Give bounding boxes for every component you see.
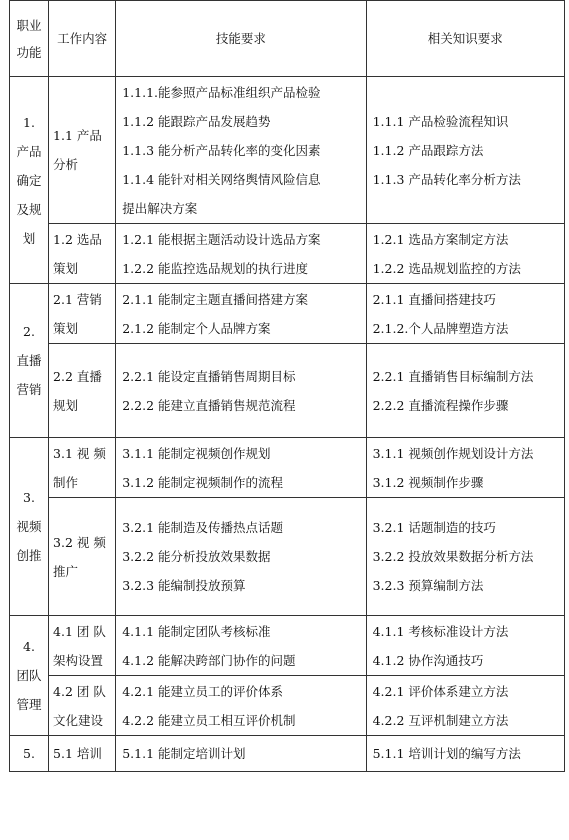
knowledge-cell	[366, 224, 564, 284]
skill-item: 2.1.2 能制定个人品牌方案	[122, 320, 271, 336]
work-content-line: 制作	[53, 474, 79, 490]
header-knowledge: 相关知识要求	[366, 1, 564, 77]
knowledge-item: 3.1.2 视频制作步骤	[372, 474, 484, 490]
skill-cell	[116, 676, 366, 736]
knowledge-item: 4.2.1 评价体系建立方法	[372, 683, 509, 699]
work-content-line: 文化建设	[53, 712, 104, 728]
header-function-line1: 职业	[16, 17, 42, 33]
knowledge-item: 1.1.3 产品转化率分析方法	[372, 171, 521, 187]
work-content-cell	[49, 344, 116, 438]
knowledge-item: 3.2.2 投放效果数据分析方法	[372, 549, 534, 564]
work-content-line: 分析	[53, 157, 79, 172]
knowledge-item: 3.2.1 话题制造的技巧	[372, 520, 496, 535]
skills-table-page	[9, 0, 565, 834]
function-line: 视频	[16, 519, 42, 534]
function-cell	[10, 616, 49, 736]
work-content-line: 规划	[53, 397, 79, 413]
work-content-line: 5.1 培训	[53, 746, 102, 761]
table-row	[10, 736, 565, 772]
table-row	[10, 77, 565, 224]
header-function-line2: 功能	[16, 44, 42, 60]
skill-cell	[116, 77, 366, 224]
skill-item: 4.2.1 能建立员工的评价体系	[122, 683, 283, 699]
header-work: 工作内容	[49, 1, 116, 77]
knowledge-cell	[366, 736, 564, 772]
work-content-line: 4.1 团 队	[53, 623, 106, 639]
knowledge-item: 1.2.1 选品方案制定方法	[372, 231, 509, 247]
knowledge-item: 4.1.2 协作沟通技巧	[372, 652, 484, 668]
table-row	[10, 224, 565, 284]
table-row	[10, 676, 565, 736]
knowledge-cell	[366, 438, 564, 498]
skill-item: 3.2.3 能编制投放预算	[122, 578, 246, 593]
skill-item: 2.2.1 能设定直播销售周期目标	[122, 368, 296, 384]
function-line: 2.	[23, 324, 35, 339]
function-line: 团队	[16, 668, 42, 683]
work-content-line: 策划	[53, 260, 79, 276]
skill-item: 1.1.1.能参照产品标准组织产品检验	[122, 84, 321, 100]
knowledge-item: 5.1.1 培训计划的编写方法	[372, 746, 521, 761]
table-row	[10, 344, 565, 438]
knowledge-cell	[366, 498, 564, 616]
knowledge-item: 1.1.2 产品跟踪方法	[372, 142, 484, 158]
skill-cell	[116, 498, 366, 616]
table-body	[10, 77, 565, 772]
skill-item: 1.1.3 能分析产品转化率的变化因素	[122, 142, 321, 158]
table-row	[10, 438, 565, 498]
knowledge-item: 2.1.1 直播间搭建技巧	[372, 291, 496, 307]
function-line: 创推	[16, 548, 42, 563]
knowledge-item: 2.2.2 直播流程操作步骤	[372, 397, 509, 413]
work-content-cell	[49, 224, 116, 284]
function-cell	[10, 77, 49, 284]
work-content-cell	[49, 676, 116, 736]
skill-item: 1.1.2 能跟踪产品发展趋势	[122, 113, 271, 129]
function-line: 管理	[16, 697, 42, 712]
function-line: 4.	[23, 639, 35, 654]
work-content-line: 架构设置	[53, 652, 104, 668]
knowledge-item: 1.2.2 选品规划监控的方法	[372, 260, 521, 276]
knowledge-item: 1.1.1 产品检验流程知识	[372, 113, 509, 129]
header-function	[10, 1, 49, 77]
skill-cell	[116, 344, 366, 438]
work-content-line: 3.1 视 频	[53, 445, 106, 461]
work-content-line: 4.2 团 队	[53, 683, 106, 699]
knowledge-cell	[366, 77, 564, 224]
work-content-line: 推广	[53, 563, 79, 579]
skill-item: 3.2.1 能制造及传播热点话题	[122, 520, 283, 535]
knowledge-cell	[366, 676, 564, 736]
skill-cell	[116, 438, 366, 498]
skill-cell	[116, 736, 366, 772]
knowledge-item: 4.2.2 互评机制建立方法	[372, 712, 509, 728]
work-content-cell	[49, 77, 116, 224]
skill-cell	[116, 284, 366, 344]
work-content-line: 1.2 选品	[53, 231, 102, 247]
work-content-cell	[49, 438, 116, 498]
function-line: 划	[22, 230, 36, 246]
function-line: 1.	[23, 114, 35, 130]
function-cell	[10, 284, 49, 438]
work-content-line: 2.1 营销	[53, 291, 102, 307]
work-content-line: 2.2 直播	[53, 368, 102, 384]
skill-item: 3.1.2 能制定视频制作的流程	[122, 474, 283, 490]
skill-item: 1.1.4 能针对相关网络舆情风险信息	[122, 171, 321, 187]
function-line: 营销	[16, 382, 42, 397]
header-row	[10, 1, 565, 77]
table-row	[10, 616, 565, 676]
skill-item: 5.1.1 能制定培训计划	[122, 746, 246, 761]
knowledge-item: 3.1.1 视频创作规划设计方法	[372, 445, 534, 461]
table-row	[10, 284, 565, 344]
work-content-line: 策划	[53, 320, 79, 336]
skill-item: 提出解决方案	[122, 200, 198, 216]
skill-item: 4.1.2 能解决跨部门协作的问题	[122, 652, 296, 668]
skill-item: 2.2.2 能建立直播销售规范流程	[122, 397, 296, 413]
knowledge-cell	[366, 344, 564, 438]
work-content-cell	[49, 736, 116, 772]
skill-item: 4.1.1 能制定团队考核标准	[122, 623, 271, 639]
function-line: 3.	[23, 490, 35, 505]
function-line: 确定	[16, 172, 42, 188]
skill-item: 1.2.1 能根据主题活动设计选品方案	[122, 231, 321, 247]
skill-cell	[116, 616, 366, 676]
table-row	[10, 498, 565, 616]
function-line: 及规	[16, 201, 42, 217]
skill-item: 3.2.2 能分析投放效果数据	[122, 549, 271, 564]
function-cell	[10, 438, 49, 616]
work-content-cell	[49, 616, 116, 676]
function-cell	[10, 736, 49, 772]
knowledge-item: 2.1.2.个人品牌塑造方法	[372, 320, 509, 336]
skills-table	[9, 0, 565, 772]
function-line: 5.	[23, 746, 35, 761]
function-line: 直播	[16, 353, 42, 368]
knowledge-item: 2.2.1 直播销售目标编制方法	[372, 368, 534, 384]
function-line: 产品	[16, 143, 42, 159]
knowledge-cell	[366, 616, 564, 676]
skill-item: 1.2.2 能监控选品规划的执行进度	[122, 260, 308, 276]
work-content-cell	[49, 498, 116, 616]
header-skill: 技能要求	[116, 1, 366, 77]
work-content-line: 1.1 产品	[53, 128, 102, 143]
knowledge-item: 3.2.3 预算编制方法	[372, 578, 484, 593]
skill-item: 3.1.1 能制定视频创作规划	[122, 445, 271, 461]
work-content-line: 3.2 视 频	[53, 534, 106, 550]
knowledge-cell	[366, 284, 564, 344]
skill-item: 2.1.1 能制定主题直播间搭建方案	[122, 291, 308, 307]
work-content-cell	[49, 284, 116, 344]
skill-item: 4.2.2 能建立员工相互评价机制	[122, 712, 296, 728]
knowledge-item: 4.1.1 考核标准设计方法	[372, 623, 509, 639]
skill-cell	[116, 224, 366, 284]
